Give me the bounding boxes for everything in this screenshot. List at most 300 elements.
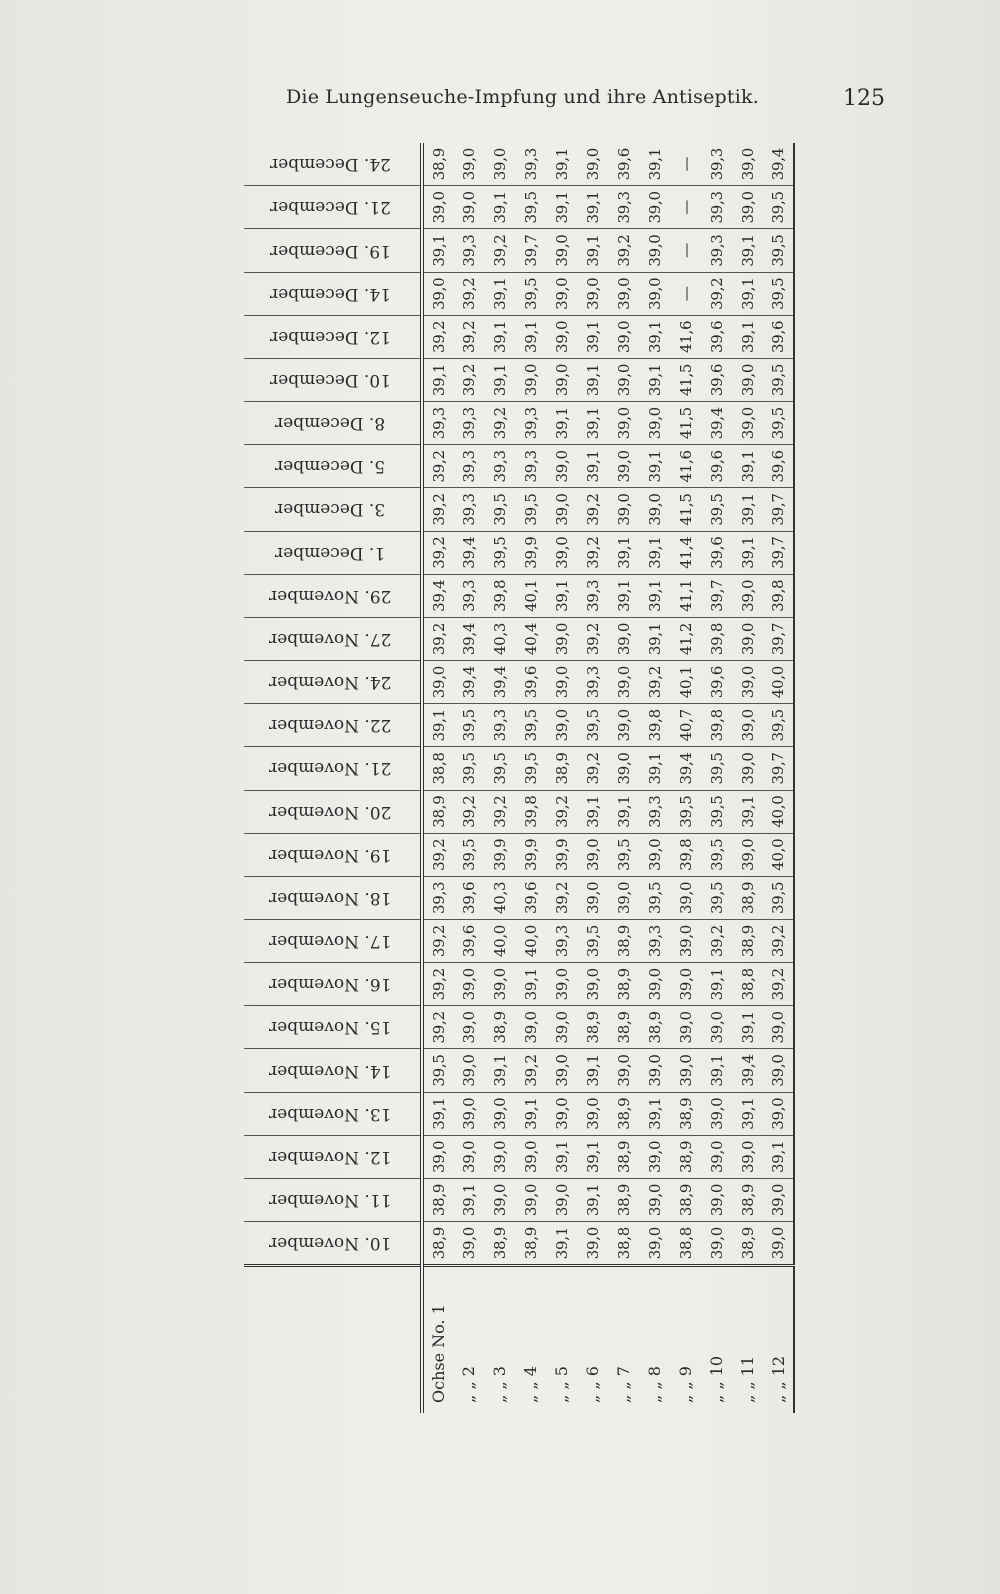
temperature-cell: 39,2	[608, 229, 639, 272]
temperature-cell: 38,9	[484, 1222, 515, 1266]
ox-label: „ „ 8	[639, 1266, 670, 1413]
temperature-cell: 41,6	[670, 315, 701, 358]
temperature-cell: 39,1	[639, 315, 670, 358]
temperature-cell: 39,2	[422, 833, 453, 876]
table-corner	[244, 1266, 422, 1413]
ox-label: „ „ 12	[763, 1266, 794, 1413]
temperature-cell: 38,9	[608, 1092, 639, 1135]
temperature-cell: 39,3	[453, 445, 484, 488]
temperature-cell: 39,1	[732, 531, 763, 574]
date-column-header	[244, 1049, 422, 1092]
table-row	[608, 143, 639, 1413]
temperature-cell: 39,5	[763, 402, 794, 445]
temperature-cell: 39,0	[577, 1222, 608, 1266]
temperature-cell: 41,1	[670, 574, 701, 617]
temperature-cell: 39,4	[422, 574, 453, 617]
temperature-cell: 41,6	[670, 445, 701, 488]
temperature-cell: 39,0	[546, 272, 577, 315]
temperature-cell: 39,0	[484, 1178, 515, 1221]
table-row	[577, 143, 608, 1413]
temperature-cell: 39,3	[515, 143, 546, 186]
temperature-cell: 39,1	[577, 1049, 608, 1092]
temperature-cell: 39,1	[484, 358, 515, 401]
temperature-cell: 39,2	[763, 919, 794, 962]
temperature-cell: 39,0	[515, 1135, 546, 1178]
date-label: 20. November	[268, 801, 392, 822]
temperature-cell: 39,4	[484, 661, 515, 704]
temperature-cell: 39,5	[763, 272, 794, 315]
temperature-cell: 39,1	[422, 229, 453, 272]
temperature-cell: 39,5	[670, 790, 701, 833]
date-label: 1. December	[274, 542, 386, 563]
temperature-cell: 39,5	[515, 272, 546, 315]
temperature-cell: 39,0	[577, 143, 608, 186]
date-column-header	[244, 1006, 422, 1049]
temperature-cell: 39,1	[515, 963, 546, 1006]
temperature-cell: 39,0	[732, 402, 763, 445]
temperature-cell: 38,9	[732, 1178, 763, 1221]
temperature-cell: 39,8	[515, 790, 546, 833]
temperature-cell: 39,8	[670, 833, 701, 876]
temperature-cell: 39,6	[453, 876, 484, 919]
temperature-cell: 39,0	[453, 1006, 484, 1049]
temperature-cell: 38,9	[608, 1006, 639, 1049]
temperature-cell: 39,0	[422, 1135, 453, 1178]
temperature-cell: 39,5	[577, 704, 608, 747]
temperature-cell: 39,0	[484, 143, 515, 186]
temperature-cell: 39,2	[422, 531, 453, 574]
temperature-cell: 41,5	[670, 488, 701, 531]
page-number: 125	[843, 86, 885, 111]
temperature-cell: 39,0	[608, 488, 639, 531]
temperature-cell: 39,4	[453, 531, 484, 574]
temperature-cell: 40,7	[670, 704, 701, 747]
date-label: 12. December	[269, 326, 391, 347]
temperature-cell: 39,0	[732, 617, 763, 660]
temperature-cell: 39,2	[546, 876, 577, 919]
temperature-cell: 40,0	[763, 790, 794, 833]
temperature-cell: 39,6	[515, 876, 546, 919]
temperature-cell: —	[670, 272, 701, 315]
date-column-header	[244, 186, 422, 229]
temperature-cell: 39,0	[670, 876, 701, 919]
temperature-cell: 39,5	[701, 876, 732, 919]
temperature-cell: 39,1	[546, 186, 577, 229]
ox-label: „ „ 11	[732, 1266, 763, 1413]
temperature-cell: 39,1	[639, 358, 670, 401]
temperature-cell: 39,5	[701, 747, 732, 790]
date-column-header	[244, 531, 422, 574]
temperature-cell: 39,5	[484, 531, 515, 574]
temperature-cell: 39,0	[639, 1135, 670, 1178]
temperature-cell: 38,9	[422, 1178, 453, 1221]
temperature-cell: 39,3	[453, 574, 484, 617]
temperature-cell: 39,0	[422, 661, 453, 704]
temperature-cell: 39,5	[515, 704, 546, 747]
temperature-cell: 38,9	[546, 747, 577, 790]
date-label: 11. November	[268, 1190, 392, 1210]
temperature-cell: 39,0	[546, 1049, 577, 1092]
temperature-cell: 39,2	[484, 402, 515, 445]
temperature-cell: 41,4	[670, 531, 701, 574]
temperature-cell: 39,0	[670, 1049, 701, 1092]
temperature-cell: 39,5	[701, 833, 732, 876]
temperature-cell: 39,0	[608, 704, 639, 747]
temperature-cell: 39,0	[422, 186, 453, 229]
date-label: 5. December	[274, 456, 386, 477]
table-row	[546, 143, 577, 1413]
temperature-cell: 39,7	[515, 229, 546, 272]
temperature-cell: 38,8	[608, 1222, 639, 1266]
temperature-cell: 40,0	[484, 919, 515, 962]
ox-label: „ „ 6	[577, 1266, 608, 1413]
date-column-header	[244, 272, 422, 315]
temperature-cell: 39,2	[422, 919, 453, 962]
temperature-cell: 38,9	[732, 876, 763, 919]
temperature-cell: 38,9	[484, 1006, 515, 1049]
table-row	[639, 143, 670, 1413]
temperature-cell: 39,6	[453, 919, 484, 962]
temperature-cell: 38,9	[515, 1222, 546, 1266]
date-label: 29. November	[268, 585, 392, 606]
temperature-cell: 39,4	[453, 661, 484, 704]
temperature-cell: 39,0	[732, 661, 763, 704]
temperature-cell: 39,0	[763, 1049, 794, 1092]
temperature-cell: 39,5	[701, 790, 732, 833]
temperature-cell: 39,3	[453, 229, 484, 272]
temperature-cell: 39,0	[639, 833, 670, 876]
temperature-cell: 39,5	[515, 186, 546, 229]
temperature-cell: 38,9	[422, 1222, 453, 1266]
temperature-cell: 39,5	[422, 1049, 453, 1092]
temperature-cell: 41,5	[670, 358, 701, 401]
temperature-cell: 39,2	[639, 661, 670, 704]
temperature-cell: 39,0	[639, 1178, 670, 1221]
temperature-cell: 39,2	[422, 488, 453, 531]
temperature-cell: 39,0	[639, 402, 670, 445]
temperature-cell: 39,0	[577, 833, 608, 876]
temperature-cell: 39,2	[422, 445, 453, 488]
temperature-cell: 39,6	[701, 315, 732, 358]
temperature-cell: 39,1	[422, 1092, 453, 1135]
temperature-cell: 39,0	[546, 531, 577, 574]
date-label: 24. November	[268, 672, 392, 693]
temperature-cell: 39,2	[763, 963, 794, 1006]
temperature-cell: 39,3	[639, 919, 670, 962]
temperature-cell: 40,0	[763, 661, 794, 704]
temperature-cell: 39,0	[453, 143, 484, 186]
temperature-cell: 39,1	[577, 315, 608, 358]
date-column-header	[244, 574, 422, 617]
temperature-cell: 39,0	[515, 358, 546, 401]
temperature-cell: 39,3	[515, 445, 546, 488]
temperature-cell: 39,3	[701, 229, 732, 272]
temperature-cell: 39,9	[484, 833, 515, 876]
temperature-cell: 39,1	[484, 1049, 515, 1092]
table-body	[422, 143, 794, 1413]
temperature-cell: 39,3	[453, 402, 484, 445]
ox-label: „ „ 2	[453, 1266, 484, 1413]
temperature-cell: 39,6	[763, 445, 794, 488]
ox-label: „ „ 4	[515, 1266, 546, 1413]
date-column-header	[244, 1222, 422, 1266]
temperature-cell: 39,1	[639, 445, 670, 488]
temperature-cell: 39,0	[639, 229, 670, 272]
temperature-cell: 39,0	[732, 574, 763, 617]
temperature-cell: 39,7	[763, 488, 794, 531]
temperature-cell: 40,0	[763, 833, 794, 876]
date-column-header	[244, 661, 422, 704]
date-column-header	[244, 315, 422, 358]
temperature-cell: 39,1	[639, 531, 670, 574]
temperature-cell: 39,0	[546, 963, 577, 1006]
temperature-cell: 39,0	[484, 1092, 515, 1135]
temperature-cell: 39,1	[639, 617, 670, 660]
temperature-cell: 39,0	[639, 272, 670, 315]
temperature-cell: 38,9	[670, 1178, 701, 1221]
temperature-cell: 39,0	[453, 963, 484, 1006]
temperature-cell: 39,2	[484, 229, 515, 272]
temperature-cell: 39,1	[639, 143, 670, 186]
temperature-cell: 39,0	[546, 488, 577, 531]
temperature-cell: 39,0	[453, 1049, 484, 1092]
temperature-cell: 39,1	[763, 1135, 794, 1178]
temperature-cell: 40,1	[515, 574, 546, 617]
date-column-header	[244, 488, 422, 531]
temperature-cell: 38,9	[422, 790, 453, 833]
temperature-cell: —	[670, 229, 701, 272]
temperature-cell: 39,9	[515, 833, 546, 876]
temperature-cell: 39,3	[577, 574, 608, 617]
temperature-cell: 39,0	[608, 876, 639, 919]
temperature-cell: 39,1	[546, 1135, 577, 1178]
temperature-cell: 39,1	[546, 143, 577, 186]
temperature-cell: 39,1	[608, 790, 639, 833]
temperature-cell: 39,0	[453, 186, 484, 229]
temperature-cell: 38,9	[608, 919, 639, 962]
temperature-cell: 39,1	[608, 574, 639, 617]
temperature-cell: 39,0	[732, 358, 763, 401]
temperature-cell: 39,9	[546, 833, 577, 876]
temperature-cell: 39,2	[701, 272, 732, 315]
temperature-cell: 38,8	[732, 963, 763, 1006]
temperature-cell: 39,3	[422, 876, 453, 919]
temperature-cell: 39,0	[701, 1135, 732, 1178]
temperature-cell: 39,0	[608, 402, 639, 445]
temperature-cell: 39,2	[577, 747, 608, 790]
temperature-cell: 39,0	[546, 661, 577, 704]
table-row	[670, 143, 701, 1413]
temperature-cell: 39,1	[732, 272, 763, 315]
table-row	[701, 143, 732, 1413]
temperature-table	[244, 143, 795, 1413]
date-column-header	[244, 833, 422, 876]
temperature-cell: 39,4	[670, 747, 701, 790]
temperature-cell: 39,6	[763, 315, 794, 358]
temperature-cell: 39,2	[577, 488, 608, 531]
date-label: 21. November	[268, 758, 392, 779]
table-row	[515, 143, 546, 1413]
temperature-cell: 39,6	[701, 531, 732, 574]
temperature-cell: 39,3	[453, 488, 484, 531]
temperature-table-rotated	[244, 143, 810, 1413]
temperature-cell: 39,3	[484, 704, 515, 747]
ox-label: „ „ 9	[670, 1266, 701, 1413]
date-column-header	[244, 1178, 422, 1221]
temperature-cell: 38,9	[608, 1135, 639, 1178]
date-column-header	[244, 704, 422, 747]
temperature-cell: 39,0	[763, 1006, 794, 1049]
date-label: 21. December	[269, 197, 391, 218]
temperature-cell: 39,0	[577, 876, 608, 919]
temperature-cell: 39,2	[422, 617, 453, 660]
ox-label: Ochse No. 1	[422, 1266, 453, 1413]
date-label: 15. November	[268, 1017, 392, 1038]
temperature-cell: 39,0	[608, 617, 639, 660]
temperature-cell: 39,2	[546, 790, 577, 833]
temperature-cell: 39,1	[577, 1135, 608, 1178]
date-label: 19. November	[268, 844, 392, 865]
date-column-header	[244, 617, 422, 660]
table-row	[732, 143, 763, 1413]
date-column-header	[244, 1135, 422, 1178]
temperature-cell: 39,4	[763, 143, 794, 186]
temperature-cell: 39,0	[577, 1092, 608, 1135]
temperature-cell: 39,4	[453, 617, 484, 660]
date-column-header	[244, 876, 422, 919]
temperature-cell: 39,0	[608, 272, 639, 315]
temperature-cell: 39,0	[608, 315, 639, 358]
temperature-cell: 39,7	[763, 747, 794, 790]
temperature-cell: 39,0	[639, 488, 670, 531]
temperature-cell: 39,5	[515, 488, 546, 531]
temperature-cell: 39,3	[422, 402, 453, 445]
temperature-cell: 39,8	[639, 704, 670, 747]
date-column-header	[244, 963, 422, 1006]
temperature-cell: 39,0	[701, 1222, 732, 1266]
temperature-cell: 39,2	[515, 1049, 546, 1092]
temperature-cell: 39,5	[763, 229, 794, 272]
temperature-cell: 39,4	[732, 1049, 763, 1092]
temperature-cell: 39,0	[453, 1135, 484, 1178]
temperature-cell: 38,9	[422, 143, 453, 186]
temperature-cell: 40,4	[515, 617, 546, 660]
temperature-cell: 39,1	[732, 1006, 763, 1049]
date-column-header	[244, 1092, 422, 1135]
temperature-cell: 39,5	[453, 704, 484, 747]
temperature-cell: 39,1	[422, 704, 453, 747]
temperature-cell: 39,1	[732, 488, 763, 531]
temperature-cell: 39,0	[546, 1092, 577, 1135]
ox-label: „ „ 7	[608, 1266, 639, 1413]
date-label: 12. November	[268, 1146, 392, 1167]
date-label: 22. November	[268, 715, 392, 736]
date-column-header	[244, 747, 422, 790]
temperature-cell: 39,1	[577, 1178, 608, 1221]
temperature-cell: 39,7	[763, 617, 794, 660]
temperature-cell: 39,3	[484, 445, 515, 488]
temperature-cell: 39,5	[639, 876, 670, 919]
date-label: 3. December	[274, 499, 386, 520]
temperature-cell: 39,1	[515, 1092, 546, 1135]
temperature-cell: 39,0	[422, 272, 453, 315]
temperature-cell: 38,9	[608, 963, 639, 1006]
temperature-cell: 39,0	[763, 1092, 794, 1135]
temperature-cell: 39,2	[577, 531, 608, 574]
date-label: 18. November	[268, 887, 392, 908]
date-column-header	[244, 143, 422, 186]
date-column-header	[244, 445, 422, 488]
date-label: 10. December	[269, 370, 391, 391]
temperature-cell: 39,1	[546, 402, 577, 445]
temperature-cell: 39,2	[453, 790, 484, 833]
temperature-cell: 39,6	[701, 358, 732, 401]
temperature-cell: 39,0	[484, 1135, 515, 1178]
temperature-cell: 39,0	[577, 272, 608, 315]
date-label: 27. November	[268, 628, 392, 649]
temperature-cell: 39,0	[763, 1222, 794, 1266]
temperature-cell: 41,5	[670, 402, 701, 445]
temperature-cell: 39,2	[701, 919, 732, 962]
temperature-cell: 39,0	[732, 833, 763, 876]
temperature-cell: 39,5	[763, 704, 794, 747]
temperature-cell: 39,2	[422, 963, 453, 1006]
temperature-cell: 39,1	[515, 315, 546, 358]
temperature-cell: 39,8	[484, 574, 515, 617]
temperature-cell: 39,1	[453, 1178, 484, 1221]
running-title: Die Lungenseuche-Impfung und ihre Antiseptik.	[286, 86, 759, 108]
temperature-cell: 40,0	[515, 919, 546, 962]
temperature-cell: 39,5	[763, 186, 794, 229]
temperature-cell: 39,2	[453, 272, 484, 315]
temperature-cell: 40,3	[484, 617, 515, 660]
temperature-cell: 38,8	[670, 1222, 701, 1266]
temperature-cell: 39,5	[701, 488, 732, 531]
temperature-cell: 39,0	[515, 1178, 546, 1221]
temperature-cell: 39,3	[577, 661, 608, 704]
temperature-cell: 39,1	[732, 315, 763, 358]
temperature-cell: 41,2	[670, 617, 701, 660]
temperature-cell: 39,0	[546, 617, 577, 660]
date-column-header	[244, 229, 422, 272]
temperature-cell: 39,0	[701, 1006, 732, 1049]
temperature-cell: 39,1	[484, 315, 515, 358]
temperature-cell: 38,9	[732, 1222, 763, 1266]
temperature-cell: 39,1	[639, 1092, 670, 1135]
temperature-cell: 39,6	[701, 445, 732, 488]
temperature-cell: 39,2	[422, 1006, 453, 1049]
date-column-header	[244, 919, 422, 962]
temperature-cell: 39,0	[732, 186, 763, 229]
temperature-cell: 39,2	[577, 617, 608, 660]
ox-label: „ „ 10	[701, 1266, 732, 1413]
temperature-cell: 39,0	[515, 1006, 546, 1049]
temperature-cell: 39,0	[670, 919, 701, 962]
temperature-cell: 39,5	[763, 876, 794, 919]
temperature-cell: 39,0	[608, 358, 639, 401]
temperature-cell: 39,1	[546, 574, 577, 617]
temperature-cell: 39,2	[453, 358, 484, 401]
date-label: 8. December	[274, 413, 386, 434]
date-column-header	[244, 402, 422, 445]
temperature-cell: 39,0	[546, 1006, 577, 1049]
temperature-cell: 39,5	[577, 919, 608, 962]
temperature-cell: 39,0	[732, 747, 763, 790]
temperature-cell: 39,0	[670, 1006, 701, 1049]
temperature-cell: 38,9	[732, 919, 763, 962]
temperature-cell: 39,6	[701, 661, 732, 704]
temperature-cell: 39,0	[732, 143, 763, 186]
